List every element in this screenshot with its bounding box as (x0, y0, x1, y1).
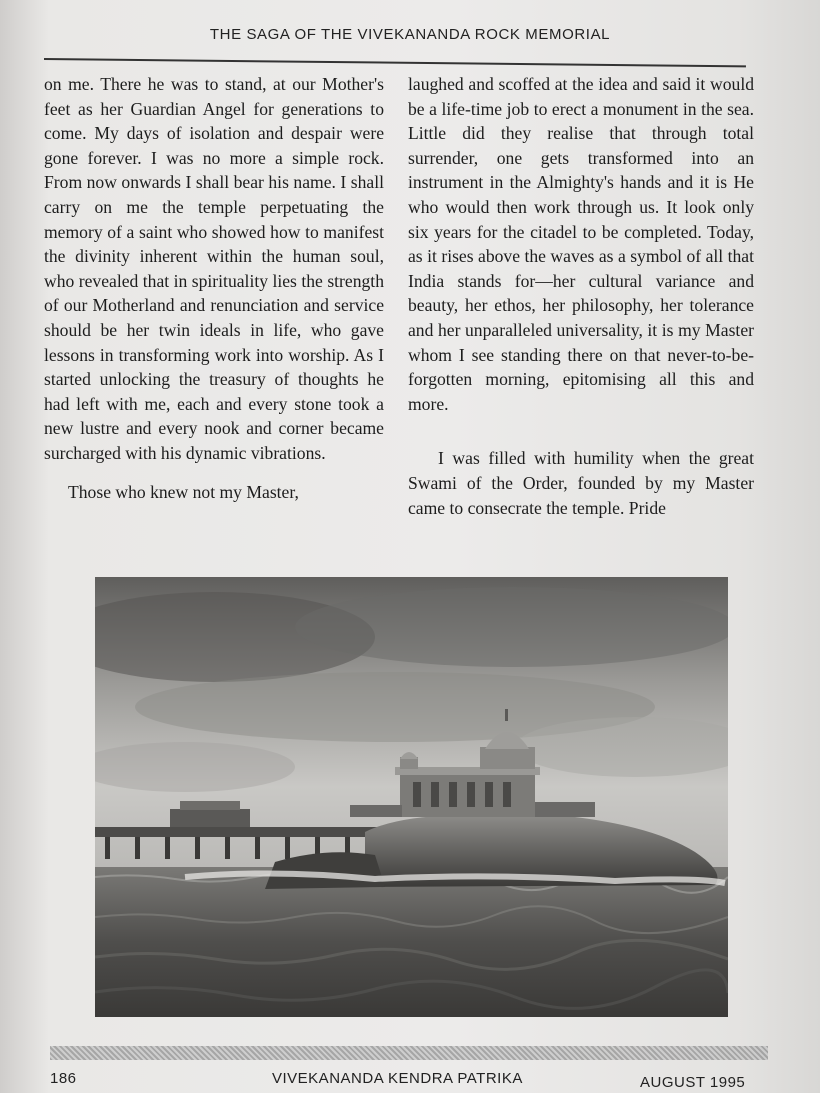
magazine-name: VIVEKANANDA KENDRA PATRIKA (272, 1070, 523, 1087)
footer-pattern-band (50, 1046, 768, 1060)
jetty (95, 827, 395, 837)
right-column (408, 72, 754, 520)
left-paragraph-1: on me. There he was to stand, at our Mother's feet as her Guardian Angel for generations to come. My days of isolation and despair were gone forever. I was no more a simple rock. From now onwards I shall bear his name. I shall carry on me the temple perpetuating the memory of a saint who showed how to manifest the divinity inherent within the human soul, who revealed that in spirituality lies the strength of our Motherland and renunciation and service should be her twin ideals in life, who gave lessons in transforming work into worship. As I started unlocking the treasury of thoughts he had left with me, each and every stone took a new lustre and every nook and corner became surcharged with his dynamic vibrations. (44, 74, 384, 463)
memorial-illustration (95, 577, 728, 1017)
right-paragraph-2: I was filled with humility when the great Swami of the Order, founded by my Master came to consecrate the temple. Pride (408, 448, 754, 518)
left-paragraph-2: Those who knew not my Master, (68, 481, 299, 502)
pavilion (170, 809, 250, 827)
running-header: THE SAGA OF THE VIVEKANANDA ROCK MEMORIAL (209, 26, 611, 43)
sea (95, 867, 728, 1017)
left-column (44, 72, 384, 504)
rock-memorial-photo (95, 577, 728, 1017)
right-paragraph-1: laughed and scoffed at the idea and said it would be a life-time job to erect a monument in the sea. Little did they realise that through total surrender, one gets transformed into an instrument in the Almighty's hands and it is He who would then work through us. It look only six years for the citadel to be completed. Today, as it rises above the waves as a symbol of all that India stands for—her cultural variance and beauty, her ethos, her philosophy, her tolerance and her unparalleled universality, it is my Master whom I see standing there on that never-to-be-forgotten morning, epitomising all this and more. (408, 74, 754, 414)
page-number: 186 (50, 1070, 77, 1087)
cloud (295, 587, 728, 667)
header-rule (44, 58, 746, 67)
issue-date: AUGUST 1995 (640, 1074, 746, 1091)
